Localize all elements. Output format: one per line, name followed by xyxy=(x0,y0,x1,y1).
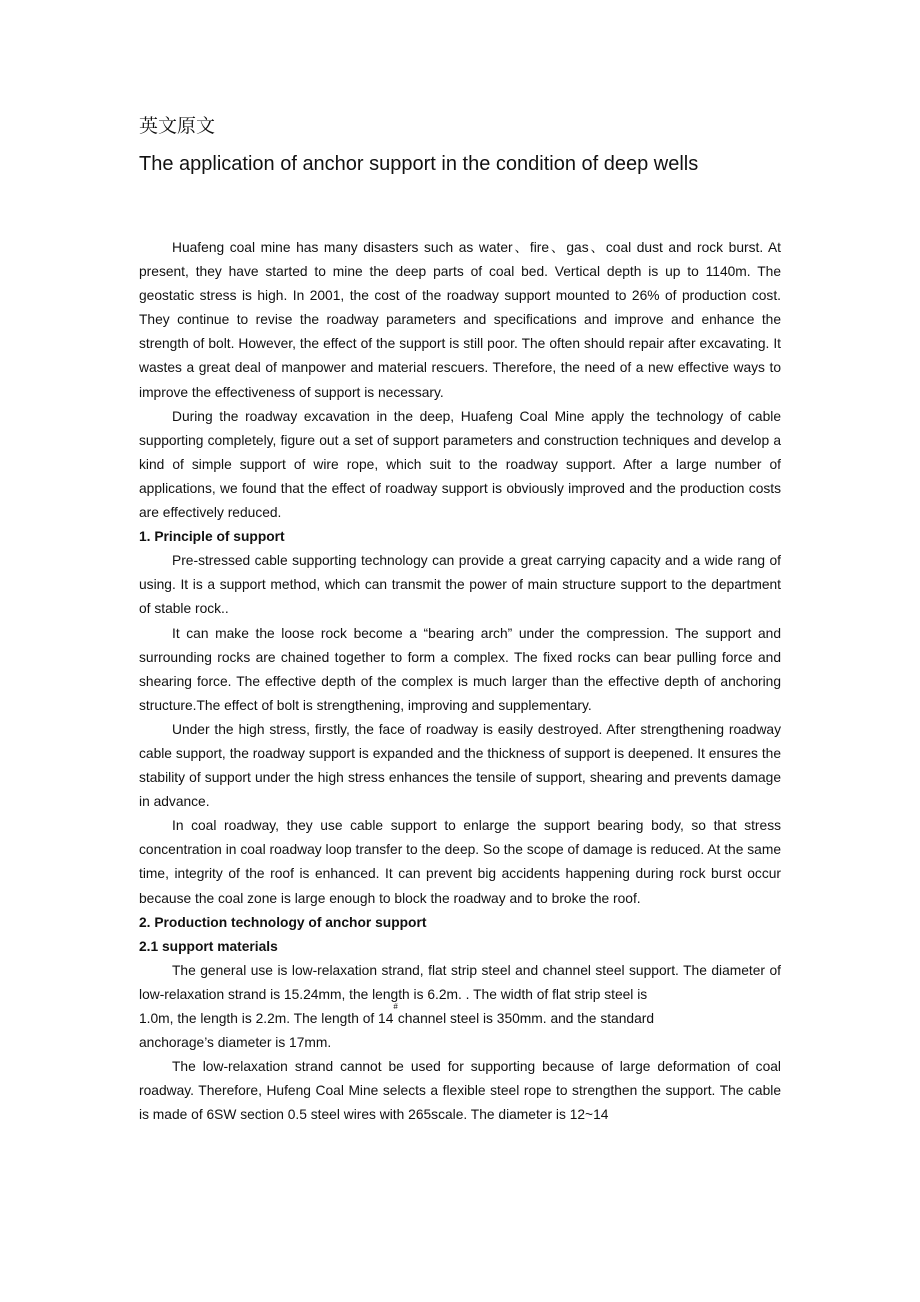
paragraph-high-stress: Under the high stress, firstly, the face of roadway is easily destroyed. After strengthening roadway cable support, the roadway support is expanded and the thickness of support is deepened. It ensures the stability of support under the high stress enhances the tensile of support, shearing and prevents damage in advance. xyxy=(139,721,781,810)
materials-text-b: channel steel is 350mm. and the standard xyxy=(397,1011,655,1026)
original-text-label: 英文原文 xyxy=(139,115,216,137)
paragraph-anchorage: anchorage’s diameter is 17mm. xyxy=(139,1035,332,1050)
section-heading-production: 2. Production technology of anchor support xyxy=(139,914,427,930)
paragraph-excavation: During the roadway excavation in the deep, Huafeng Coal Mine apply the technology of cable supporting completely, figure out a set of support parameters and construction techniques and develop a kind of simple support of wire rope, which suit to the roadway support. After a large number of applications, we found that the effect of roadway support is obviously improved and the production costs are effectively reduced. xyxy=(139,408,781,521)
subsection-heading-materials: 2.1 support materials xyxy=(139,938,278,954)
document-body xyxy=(139,236,781,1127)
paragraph-coal-roadway: In coal roadway, they use cable support to enlarge the support bearing body, so that stress concentration in coal roadway loop transfer to the deep. So the scope of damage is reduced. At the same time, integrity of the roof is enhanced. It can prevent big accidents happening during rock burst occur because the coal zone is large enough to block the roadway and to broke the roof. xyxy=(139,818,781,906)
materials-text-a: 1.0m, the length is 2.2m. The length of 14 xyxy=(139,1011,394,1026)
paragraph-bearing-arch: It can make the loose rock become a “bearing arch” under the compression. The support and surrounding rocks are chained together to form a complex. The fixed rocks can bear pulling force and shearing force. The effective depth of the complex is much larger than the effective depth of anchoring structure.The effect of bolt is strengthening, improving and supplementary. xyxy=(139,625,781,713)
number-sign-superscript: # xyxy=(393,1002,398,1011)
paragraph-materials: The general use is low-relaxation strand, flat strip steel and channel steel support. The diameter of low-relaxation strand is 15.24mm, the length is 6.2m. . The width of flat strip steel is xyxy=(139,962,781,1002)
paragraph-intro: Huafeng coal mine has many disasters such as water、fire、gas、coal dust and rock burst. At present, they have started to mine the deep parts of coal bed. Vertical depth is up to 1140m. The geostatic stress is high. In 2001, the cost of the roadway support mounted to 26% of production cost. They continue to revise the roadway parameters and specifications and improve and enhance the strength of bolt. However, the effect of the support is still poor. The often should repair after excavating. It wastes a great deal of manpower and material rescuers. Therefore, the need of a new effective ways to improve the effectiveness of support is necessary. xyxy=(139,240,781,400)
paragraph-prestressed: Pre-stressed cable supporting technology can provide a great carrying capacity and a wide rang of using. It is a support method, which can transmit the power of main structure support to the department of stable rock.. xyxy=(139,553,781,617)
section-heading-principle: 1. Principle of support xyxy=(139,529,285,545)
paragraph-steel-rope: The low-relaxation strand cannot be used for supporting because of large deformation of coal roadway. Therefore, Hufeng Coal Mine selects a flexible steel rope to strengthen the support. The cable is made of 6SW section 0.5 steel wires with 265scale. The diameter is 12~14 xyxy=(139,1059,781,1123)
document-title: The application of anchor support in the condition of deep wells xyxy=(139,153,699,175)
